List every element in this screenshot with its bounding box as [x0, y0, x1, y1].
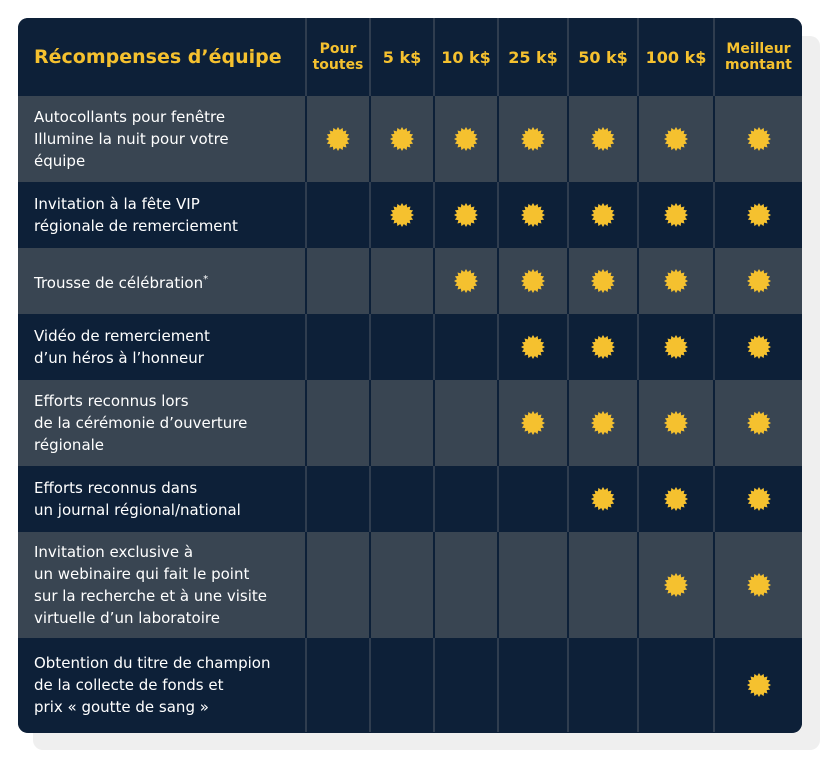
- sun-badge-icon: [745, 485, 773, 513]
- sun-badge-icon: [519, 201, 547, 229]
- row-label-line: [34, 607, 305, 629]
- column-header-25k: 25 k$: [498, 18, 568, 96]
- row-label: [18, 638, 306, 732]
- reward-cell: [306, 532, 370, 638]
- sun-badge-icon: [745, 267, 773, 295]
- reward-cell: [306, 182, 370, 248]
- row-label-line: [34, 347, 305, 369]
- sun-badge-icon: [589, 201, 617, 229]
- row-label: [18, 314, 306, 380]
- sun-badge-icon: [745, 201, 773, 229]
- row-label-text: Invitation exclusive à: [34, 543, 194, 561]
- row-label: [18, 466, 306, 532]
- reward-cell: [714, 248, 802, 314]
- sun-badge-icon: [589, 333, 617, 361]
- reward-cell: [306, 466, 370, 532]
- row-label-text: de la cérémonie d’ouverture: [34, 414, 248, 432]
- sun-badge-icon: [388, 201, 416, 229]
- row-label-text: Autocollants pour fenêtre: [34, 108, 226, 126]
- reward-cell: [714, 96, 802, 182]
- sun-badge-icon: [662, 409, 690, 437]
- row-label-line: [34, 390, 305, 412]
- sun-badge-icon: [519, 267, 547, 295]
- row-label-line: [34, 674, 305, 696]
- reward-cell: [498, 466, 568, 532]
- reward-cell: [370, 638, 434, 732]
- sun-badge-icon: [745, 409, 773, 437]
- sun-badge-icon: [745, 671, 773, 699]
- row-label-line: [34, 193, 305, 215]
- row-label-text: régionale de remerciement: [34, 217, 238, 235]
- reward-cell: [568, 96, 638, 182]
- reward-cell: [714, 638, 802, 732]
- column-header-all: [306, 18, 370, 96]
- row-label-text: régionale: [34, 436, 105, 454]
- row-label-line: [34, 652, 305, 674]
- row-label-line: [34, 325, 305, 347]
- sun-badge-icon: [519, 409, 547, 437]
- row-label-text: Invitation à la fête VIP: [34, 195, 200, 213]
- column-header-10k: 10 k$: [434, 18, 498, 96]
- row-label-line: [34, 434, 305, 456]
- sun-badge-icon: [745, 571, 773, 599]
- reward-cell: [306, 638, 370, 732]
- sun-badge-icon: [662, 485, 690, 513]
- reward-cell: [638, 96, 714, 182]
- row-label-text: sur la recherche et à une visite: [34, 587, 268, 605]
- column-header-all-line2: toutes: [312, 57, 364, 73]
- sun-badge-icon: [452, 267, 480, 295]
- reward-cell: [434, 314, 498, 380]
- column-header-50k: 50 k$: [568, 18, 638, 96]
- sun-badge-icon: [662, 571, 690, 599]
- row-label-line: [34, 269, 305, 294]
- reward-cell: [638, 314, 714, 380]
- sun-badge-icon: [589, 485, 617, 513]
- sun-badge-icon: [662, 201, 690, 229]
- reward-cell: [638, 248, 714, 314]
- row-label-line: [34, 499, 305, 521]
- column-header-best-line1: Meilleur: [726, 41, 791, 57]
- row-label: [18, 380, 306, 466]
- column-header-5k: 5 k$: [370, 18, 434, 96]
- reward-cell: [498, 182, 568, 248]
- column-header-best-line2: montant: [725, 57, 792, 73]
- reward-cell: [306, 248, 370, 314]
- column-header-100k: 100 k$: [638, 18, 714, 96]
- reward-cell: [434, 380, 498, 466]
- row-label-line: [34, 128, 305, 150]
- sun-badge-icon: [452, 125, 480, 153]
- reward-cell: [498, 638, 568, 732]
- reward-cell: [306, 96, 370, 182]
- reward-cell: [498, 314, 568, 380]
- reward-cell: [714, 182, 802, 248]
- row-label-text: un journal régional/national: [34, 501, 241, 519]
- column-header-best: [714, 18, 802, 96]
- reward-cell: [370, 96, 434, 182]
- table-row: [18, 248, 802, 314]
- reward-cell: [370, 182, 434, 248]
- row-label-text: Illumine la nuit pour votre: [34, 130, 229, 148]
- header-row: [18, 18, 802, 96]
- reward-cell: [568, 182, 638, 248]
- row-label: [18, 182, 306, 248]
- reward-cell: [498, 96, 568, 182]
- reward-cell: [568, 380, 638, 466]
- row-label-line: [34, 541, 305, 563]
- reward-cell: [434, 96, 498, 182]
- sun-badge-icon: [662, 333, 690, 361]
- row-label: [18, 532, 306, 638]
- table-row: [18, 96, 802, 182]
- row-label-line: [34, 106, 305, 128]
- reward-cell: [434, 248, 498, 314]
- reward-cell: [568, 638, 638, 732]
- row-label-line: [34, 585, 305, 607]
- reward-cell: [498, 532, 568, 638]
- row-label-text: Vidéo de remerciement: [34, 327, 210, 345]
- row-label-text: Trousse de célébration: [34, 273, 204, 292]
- reward-cell: [714, 314, 802, 380]
- reward-cell: [568, 532, 638, 638]
- sun-badge-icon: [662, 125, 690, 153]
- reward-cell: [638, 466, 714, 532]
- reward-cell: [714, 532, 802, 638]
- reward-cell: [370, 532, 434, 638]
- table-row: [18, 380, 802, 466]
- reward-cell: [370, 466, 434, 532]
- reward-cell: [434, 638, 498, 732]
- row-label-line: [34, 477, 305, 499]
- table-row: [18, 532, 802, 638]
- row-label-text: virtuelle d’un laboratoire: [34, 609, 220, 627]
- reward-cell: [498, 380, 568, 466]
- sun-badge-icon: [745, 333, 773, 361]
- reward-cell: [434, 182, 498, 248]
- reward-cell: [306, 314, 370, 380]
- reward-cell: [714, 380, 802, 466]
- row-label: [18, 248, 306, 314]
- row-label-line: [34, 150, 305, 172]
- sun-badge-icon: [589, 409, 617, 437]
- reward-cell: [370, 248, 434, 314]
- reward-cell: [370, 380, 434, 466]
- reward-cell: [638, 638, 714, 732]
- row-label-text: Obtention du titre de champion: [34, 654, 271, 672]
- reward-cell: [568, 248, 638, 314]
- row-label-text: d’un héros à l’honneur: [34, 349, 204, 367]
- reward-cell: [638, 532, 714, 638]
- reward-cell: [434, 532, 498, 638]
- table-title: Récompenses d’équipe: [18, 18, 306, 96]
- row-label-text: équipe: [34, 152, 86, 170]
- reward-cell: [568, 466, 638, 532]
- reward-cell: [434, 466, 498, 532]
- row-label-text: un webinaire qui fait le point: [34, 565, 250, 583]
- footnote-marker: *: [203, 273, 209, 285]
- reward-cell: [568, 314, 638, 380]
- table-row: [18, 466, 802, 532]
- table-row: [18, 182, 802, 248]
- row-label: [18, 96, 306, 182]
- row-label-text: de la collecte de fonds et: [34, 676, 224, 694]
- row-label-text: Efforts reconnus lors: [34, 392, 189, 410]
- sun-badge-icon: [452, 201, 480, 229]
- row-label-line: [34, 215, 305, 237]
- row-label-line: [34, 563, 305, 585]
- reward-cell: [498, 248, 568, 314]
- reward-cell: [638, 182, 714, 248]
- sun-badge-icon: [589, 125, 617, 153]
- column-header-all-line1: Pour: [319, 41, 357, 57]
- sun-badge-icon: [519, 125, 547, 153]
- reward-cell: [370, 314, 434, 380]
- sun-badge-icon: [324, 125, 352, 153]
- sun-badge-icon: [745, 125, 773, 153]
- row-label-line: [34, 412, 305, 434]
- row-label-text: prix « goutte de sang »: [34, 698, 209, 716]
- row-label-text: Efforts reconnus dans: [34, 479, 198, 497]
- row-label-line: [34, 696, 305, 718]
- sun-badge-icon: [519, 333, 547, 361]
- reward-cell: [306, 380, 370, 466]
- table-row: [18, 638, 802, 732]
- reward-cell: [714, 466, 802, 532]
- sun-badge-icon: [388, 125, 416, 153]
- rewards-table: [18, 18, 802, 732]
- table-row: [18, 314, 802, 380]
- rewards-table-card: [18, 18, 802, 733]
- sun-badge-icon: [662, 267, 690, 295]
- sun-badge-icon: [589, 267, 617, 295]
- reward-cell: [638, 380, 714, 466]
